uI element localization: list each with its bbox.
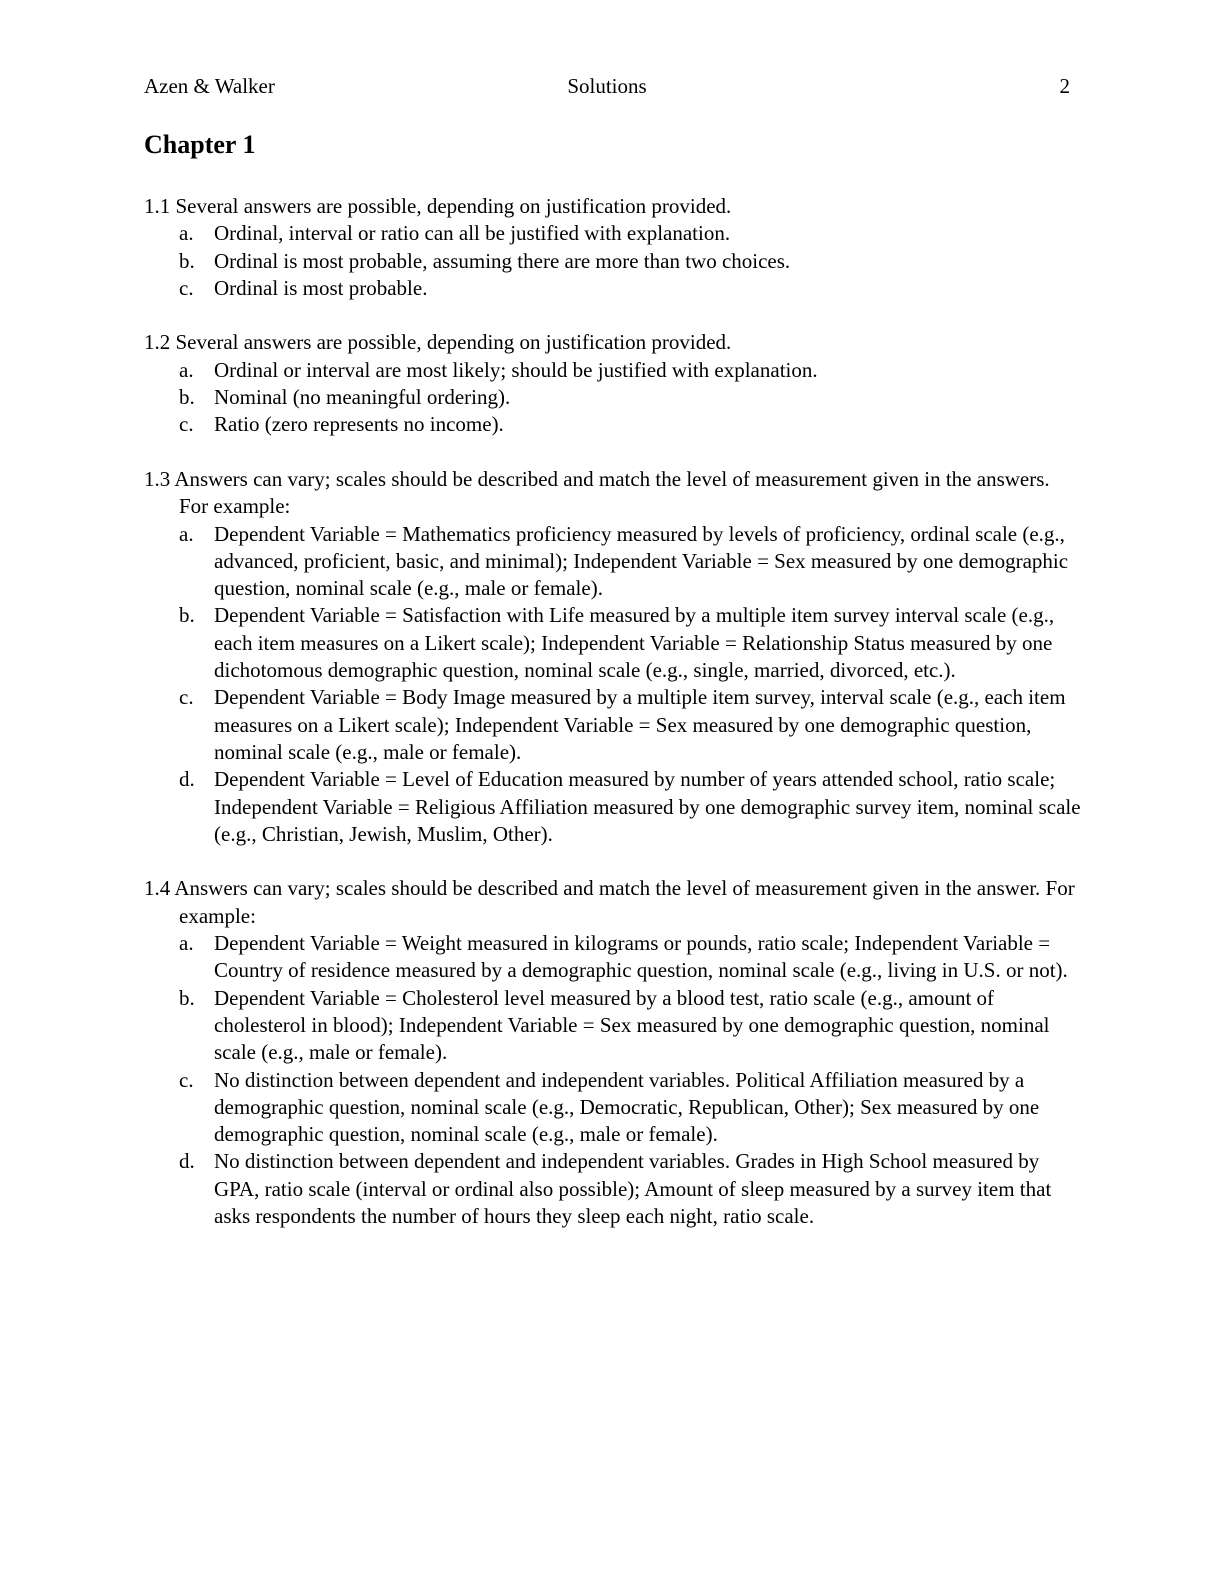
item-marker: a. (179, 521, 194, 546)
item-marker: c. (179, 685, 194, 710)
item-marker: c. (179, 275, 194, 300)
item-text: No distinction between dependent and independent variables. Political Affiliation measured by a demographic question, nominal scale (e.g., Democratic, Republican, Other); Sex measured by one demographic question, nominal scale (e.g., male or female). (214, 1067, 1040, 1147)
item-text: No distinction between dependent and independent variables. Grades in High School measured by GPA, ratio scale (interval or ordinal also possible); Amount of sleep measured by a survey item that asks respondents the number of hours they sleep each night, ratio scale. (214, 1149, 1052, 1228)
item-marker: a. (179, 221, 194, 246)
item-text: Ordinal, interval or ratio can all be justified with explanation. (214, 221, 731, 246)
question-lead (144, 875, 1084, 930)
question-lead (144, 193, 1084, 220)
answer-item (144, 1148, 1084, 1230)
item-text: Ordinal or interval are most likely; should be justified with explanation. (214, 357, 818, 382)
item-text: Dependent Variable = Weight measured in kilograms or pounds, ratio scale; Independent Variable = Country of residence measured by a demographic question, nominal scale (e.g., living in U.S. or not). (214, 931, 1068, 983)
answer-item (144, 930, 1084, 985)
answer-item (144, 684, 1084, 766)
question-text: Several answers are possible, depending on justification provided. (175, 330, 732, 355)
item-marker: d. (179, 1149, 195, 1174)
question-1-1 (144, 193, 1084, 302)
chapter-title: Chapter 1 (144, 130, 256, 159)
solutions-content (144, 193, 1084, 1258)
answer-item (144, 602, 1084, 684)
item-text: Dependent Variable = Body Image measured by a multiple item survey, interval scale (e.g., each item measures on a Likert scale); Independent Variable = Sex measured by one demographic question, nominal scale (e.g., male or female). (214, 685, 1066, 764)
answer-item (144, 521, 1084, 603)
question-text: Answers can vary; scales should be described and match the level of measurement given in the answer. For example: (174, 876, 1075, 928)
answer-item (144, 357, 1084, 384)
item-marker: c. (179, 412, 194, 437)
question-number: 1.1 (144, 194, 171, 218)
answer-item (144, 220, 1084, 247)
answer-list (144, 521, 1084, 849)
header-authors: Azen & Walker (144, 74, 275, 98)
page-header (144, 72, 1070, 100)
question-number: 1.2 (144, 330, 171, 355)
answer-item (144, 248, 1084, 275)
item-marker: a. (179, 931, 194, 956)
item-text: Dependent Variable = Satisfaction with Life measured by a multiple item survey interval scale (e.g., each item measures on a Likert scale); Independent Variable = Relationship Status measured by one dichotomous demographic question, nominal scale (e.g., single, married, divorced, etc.). (214, 603, 1055, 683)
question-text: Answers can vary; scales should be described and match the level of measurement given in the answers. For example: (174, 466, 1050, 519)
item-marker: b. (179, 603, 195, 628)
item-text: Dependent Variable = Mathematics proficiency measured by levels of proficiency, ordinal scale (e.g., advanced, proficient, basic, and minimal); Independent Variable = Sex measured by one demographic question, nominal scale (e.g., male or female). (214, 521, 1069, 601)
item-text: Ordinal is most probable. (214, 275, 428, 300)
question-text: Several answers are possible, depending on justification provided. (175, 194, 732, 218)
answer-list (144, 930, 1084, 1230)
answer-item (144, 275, 1084, 302)
answer-item (144, 985, 1084, 1067)
question-lead (144, 329, 1084, 356)
item-marker: b. (179, 985, 195, 1010)
item-text: Dependent Variable = Level of Education measured by number of years attended school, ratio scale; Independent Variable = Religious Affiliation measured by one demographic survey item, nominal scale (e.g., Christian, Jewish, Muslim, Other). (214, 767, 1081, 846)
question-number: 1.4 (144, 876, 171, 901)
item-marker: b. (179, 385, 195, 410)
question-1-4 (144, 875, 1084, 1230)
page-number: 2 (1059, 74, 1070, 98)
item-marker: a. (179, 357, 194, 382)
item-marker: c. (179, 1067, 194, 1092)
question-1-3 (144, 466, 1084, 848)
answer-item (144, 411, 1084, 438)
question-1-2 (144, 329, 1084, 438)
question-lead (144, 466, 1084, 521)
answer-list (144, 220, 1084, 302)
answer-list (144, 357, 1084, 439)
answer-item (144, 1067, 1084, 1149)
answer-item (144, 766, 1084, 848)
question-number: 1.3 (144, 466, 171, 491)
item-text: Ordinal is most probable, assuming there are more than two choices. (214, 248, 791, 273)
item-marker: d. (179, 767, 195, 792)
answer-item (144, 384, 1084, 411)
item-text: Dependent Variable = Cholesterol level measured by a blood test, ratio scale (e.g., amount of cholesterol in blood); Independent Variable = Sex measured by one demographic question, nominal scale (e.g., male or female). (214, 985, 1050, 1065)
item-text: Ratio (zero represents no income). (214, 412, 504, 437)
header-title: Solutions (567, 74, 647, 98)
item-marker: b. (179, 248, 195, 273)
item-text: Nominal (no meaningful ordering). (214, 385, 511, 410)
